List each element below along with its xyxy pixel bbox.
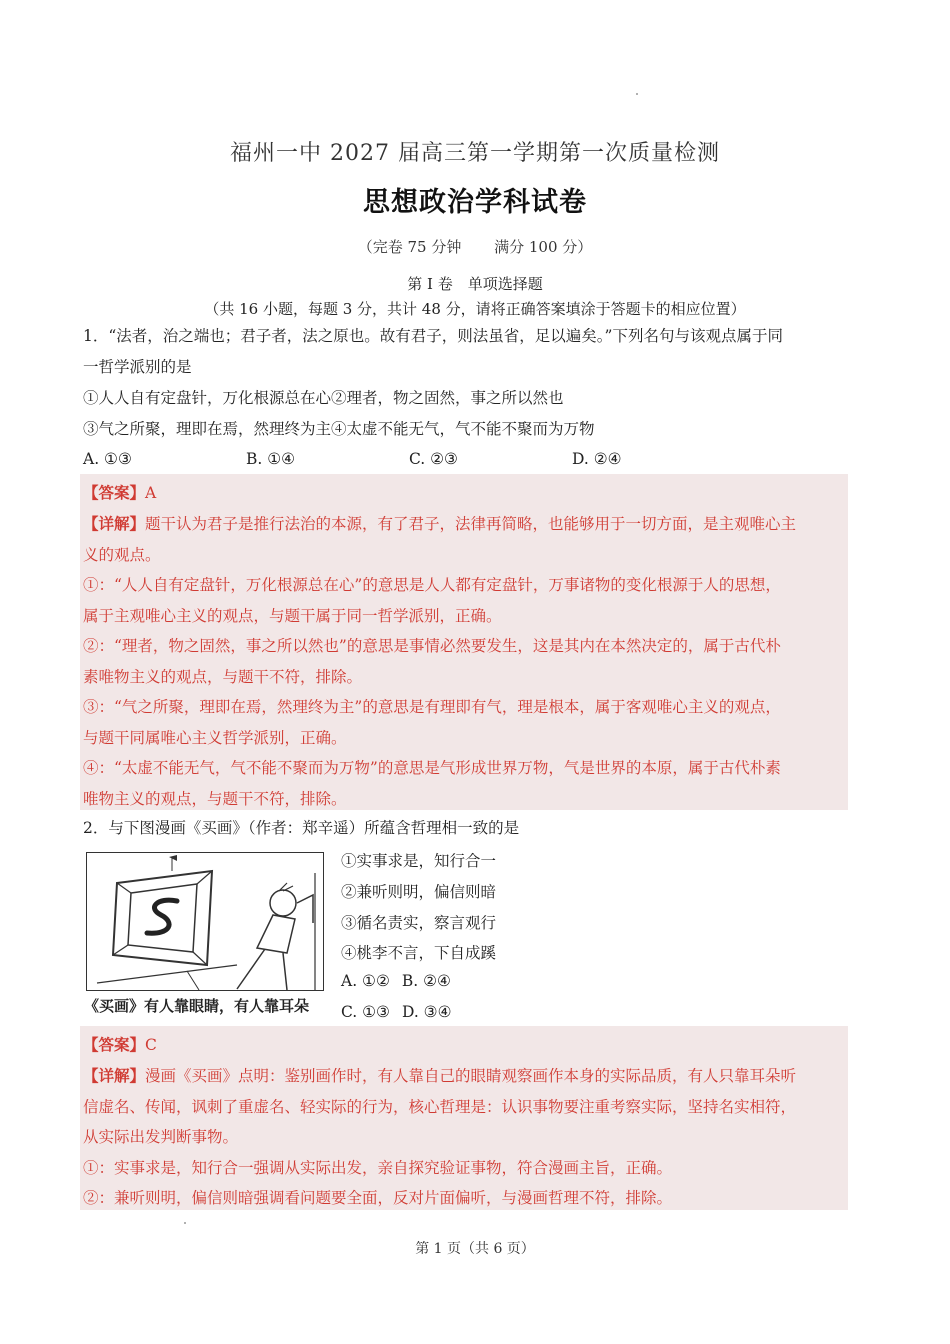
scan-speck <box>636 93 638 95</box>
subject-title: 思想政治学科试卷 <box>363 187 587 218</box>
q2-stem: 2．与下图漫画《买画》（作者：郑辛遥）所蕴含哲理相一致的是 <box>83 819 520 837</box>
q2-item: ③循名责实，察言观行 <box>341 914 497 932</box>
detail-text: 题干认为君子是推行法治的本源，有了君子，法律再简略，也能够用于一切方面，是主观唯心主 <box>145 515 797 533</box>
q1-analysis-line: 素唯物主义的观点，与题干不符，排除。 <box>83 668 363 686</box>
q2-detail-line2: 信虚名、传闻，讽刺了重虚名、轻实际的行为，核心哲理是：认识事物要注重考察实际，坚持名实相符， <box>83 1098 797 1116</box>
q2-option-a: A. ①② <box>341 972 390 990</box>
q2-option-c: C. ①③ <box>341 1003 390 1021</box>
q1-analysis-line: 属于主观唯心主义的观点，与题干属于同一哲学派别，正确。 <box>83 607 502 625</box>
detail-tag: 【详解】 <box>83 514 146 533</box>
q1-analysis-line: ④：“太虚不能无气，气不能不聚而为万物”的意思是气形成世界万物，气是世界的本原，属于古代朴素 <box>83 759 781 777</box>
q2-options-row1 <box>341 972 463 990</box>
q1-option-a: A. ①③ <box>83 450 132 468</box>
answer-tag: 【答案】 <box>83 1035 146 1054</box>
answer-tag: 【答案】 <box>83 483 146 502</box>
q1-answer <box>83 481 848 503</box>
q2-analysis-line: ①：实事求是，知行合一强调从实际出发，亲自探究验证事物，符合漫画主旨，正确。 <box>83 1159 673 1177</box>
q1-analysis-line: 与题干同属唯心主义哲学派别，正确。 <box>83 729 347 747</box>
cartoon-image <box>86 852 324 991</box>
section-note: （共 16 小题，每题 3 分，共计 48 分，请将正确答案填涂于答题卡的相应位置） <box>204 300 746 318</box>
exam-info <box>0 236 950 257</box>
exam-title: 福州一中 2027 届高三第一学期第一次质量检测 <box>230 141 720 166</box>
detail-text: 漫画《买画》点明：鉴别画作时，有人靠自己的眼睛观察画作本身的实际品质，有人只靠耳朵听 <box>145 1067 797 1085</box>
q2-option-d: D. ③④ <box>401 1003 452 1021</box>
q1-items-line2: ③气之所聚，理即在焉，然理终为主④太虚不能无气，气不能不聚而为万物 <box>83 420 595 438</box>
page-footer: 第 1 页（共 6 页） <box>415 1241 535 1257</box>
q1-option-c: C. ②③ <box>409 450 458 468</box>
section-title: 第 I 卷 单项选择题 <box>407 275 543 293</box>
exam-score: 满分 100 分） <box>494 238 593 256</box>
q1-options <box>83 450 783 468</box>
q2-detail-line1 <box>83 1064 848 1086</box>
q2-option-b: B. ②④ <box>401 972 451 990</box>
q2-detail-line3: 从实际出发判断事物。 <box>83 1128 239 1146</box>
q1-analysis-line: ②：“理者，物之固然，事之所以然也”的意思是事情必然要发生，这是其内在本然决定的，属于古代朴 <box>83 637 781 655</box>
q2-options-row2 <box>341 1003 463 1021</box>
q1-items-line1: ①人人自有定盘针，万化根源总在心②理者，物之固然，事之所以然也 <box>83 389 564 407</box>
answer-value: C <box>145 1036 157 1054</box>
q2-answer <box>83 1033 848 1055</box>
q1-option-d: D. ②④ <box>572 450 622 468</box>
q2-item: ①实事求是，知行合一 <box>341 852 497 870</box>
q1-option-b: B. ①④ <box>246 450 296 468</box>
detail-tag: 【详解】 <box>83 1066 146 1085</box>
q1-detail-line2: 义的观点。 <box>83 546 161 564</box>
scan-speck <box>184 1222 186 1224</box>
q2-analysis-line: ②：兼听则明，偏信则暗强调看问题要全面，反对片面偏听，与漫画哲理不符，排除。 <box>83 1189 673 1207</box>
q1-analysis-line: 唯物主义的观点，与题干不符，排除。 <box>83 790 347 808</box>
q1-stem-line2: 一哲学派别的是 <box>83 358 192 376</box>
cartoon-caption: 《买画》有人靠眼睛，有人靠耳朵 <box>84 997 310 1015</box>
q1-detail-line1 <box>83 512 848 534</box>
answer-value: A <box>145 484 157 502</box>
cartoon-drawing <box>87 853 323 990</box>
q1-stem-line1: 1．“法者，治之端也；君子者，法之原也。故有君子，则法虽省，足以遍矣。”下列名句与该观点属于同 <box>83 327 783 345</box>
q1-analysis-line: ①：“人人自有定盘针，万化根源总在心”的意思是人人都有定盘针，万事诸物的变化根源于人的思想， <box>83 576 781 594</box>
exam-time: （完卷 75 分钟 <box>357 238 462 256</box>
q2-item: ②兼听则明，偏信则暗 <box>341 883 497 901</box>
q2-item: ④桃李不言，下自成蹊 <box>341 944 497 962</box>
q1-analysis-line: ③：“气之所聚，理即在焉，然理终为主”的意思是有理即有气，理是根本，属于客观唯心主义的观点， <box>83 698 781 716</box>
